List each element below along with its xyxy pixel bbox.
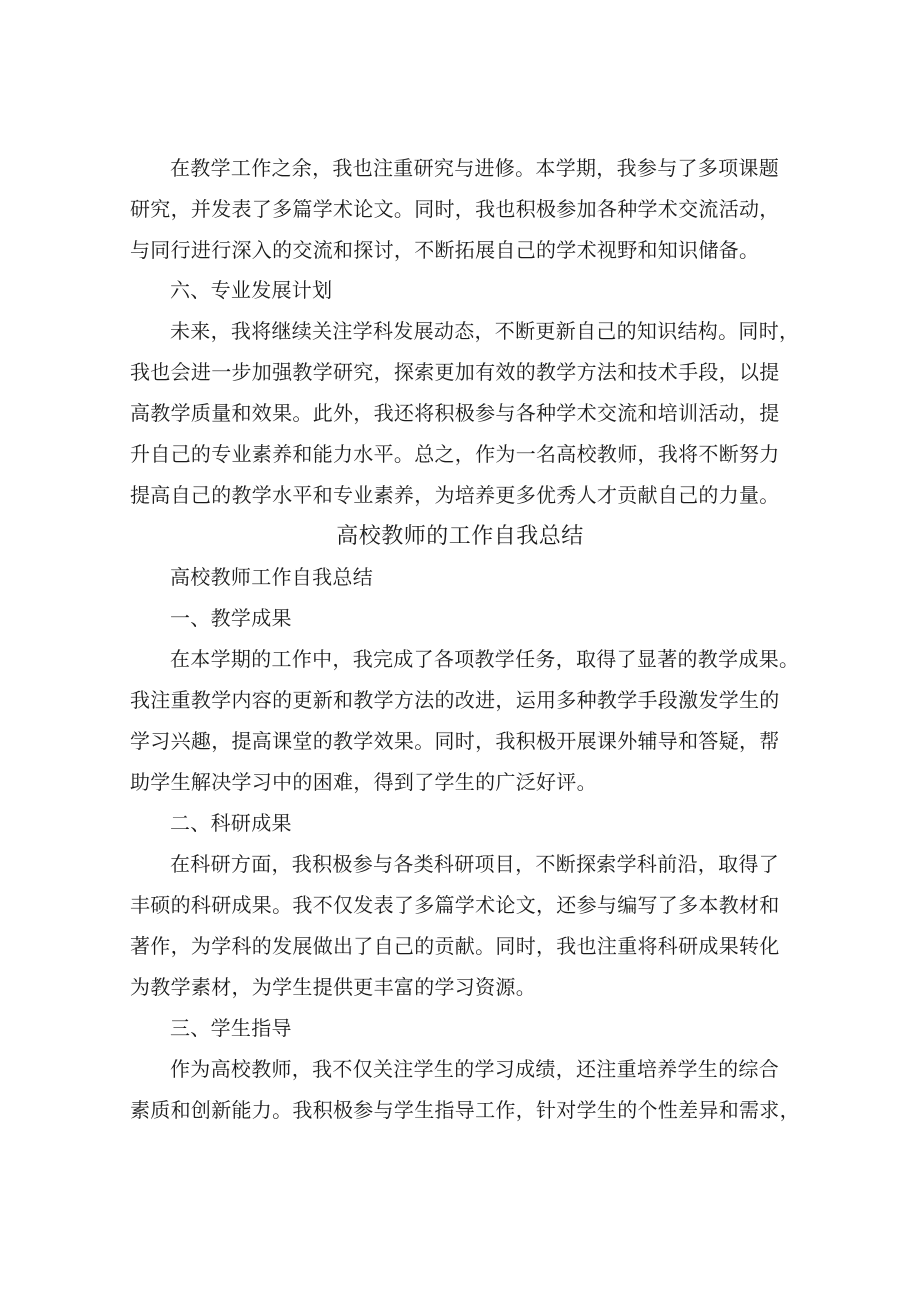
document-title: 高校教师的工作自我总结 <box>336 524 584 549</box>
paragraph-line: 作为高校教师，我不仅关注学生的学习成绩，还注重培养学生的综合 <box>170 1057 779 1081</box>
paragraph-line: 为教学素材，为学生提供更丰富的学习资源。 <box>130 975 536 999</box>
section6-paragraph <box>130 311 800 516</box>
section1-heading: 一、教学成果 <box>170 606 292 630</box>
section3-paragraph <box>130 1049 800 1131</box>
paragraph-line: 未来，我将继续关注学科发展动态，不断更新自己的知识结构。同时， <box>170 319 800 343</box>
paragraph-line: 高教学质量和效果。此外，我还将积极参与各种学术交流和培训活动，提 <box>130 401 780 425</box>
paragraph-line: 素质和创新能力。我积极参与学生指导工作，针对学生的个性差异和需求， <box>130 1098 800 1122</box>
paragraph-line: 与同行进行深入的交流和探讨，不断拓展自己的学术视野和知识储备。 <box>130 238 760 262</box>
document-page <box>130 148 800 1131</box>
paragraph-line: 我注重教学内容的更新和教学方法的改进，运用多种教学手段激发学生的 <box>130 688 780 712</box>
intro-paragraph <box>130 148 790 271</box>
paragraph-line: 著作，为学科的发展做出了自己的贡献。同时，我也注重将科研成果转化 <box>130 934 780 958</box>
paragraph-line: 学习兴趣，提高课堂的教学效果。同时，我积极开展课外辅导和答疑，帮 <box>130 729 780 753</box>
paragraph-line: 研究，并发表了多篇学术论文。同时，我也积极参加各种学术交流活动， <box>130 197 780 221</box>
section6-heading: 六、专业发展计划 <box>170 278 333 302</box>
section2-heading: 二、科研成果 <box>170 811 292 835</box>
paragraph-line: 提高自己的教学水平和专业素养，为培养更多优秀人才贡献自己的力量。 <box>130 483 780 507</box>
paragraph-line: 丰硕的科研成果。我不仅发表了多篇学术论文，还参与编写了多本教材和 <box>130 893 780 917</box>
paragraph-line: 助学生解决学习中的困难，得到了学生的广泛好评。 <box>130 770 597 794</box>
section2-paragraph <box>130 844 790 1008</box>
paragraph-line: 我也会进一步加强教学研究，探索更加有效的教学方法和技术手段，以提 <box>130 360 780 384</box>
paragraph-line: 在本学期的工作中，我完成了各项教学任务，取得了显著的教学成果。 <box>170 647 800 671</box>
paragraph-line: 升自己的专业素养和能力水平。总之，作为一名高校教师，我将不断努力 <box>130 442 780 466</box>
section1-paragraph <box>130 639 800 803</box>
paragraph-line: 在教学工作之余，我也注重研究与进修。本学期，我参与了多项课题 <box>170 156 779 180</box>
section3-heading: 三、学生指导 <box>170 1016 292 1040</box>
document-subtitle: 高校教师工作自我总结 <box>170 565 373 589</box>
paragraph-line: 在科研方面，我积极参与各类科研项目，不断探索学科前沿，取得了 <box>170 852 779 876</box>
